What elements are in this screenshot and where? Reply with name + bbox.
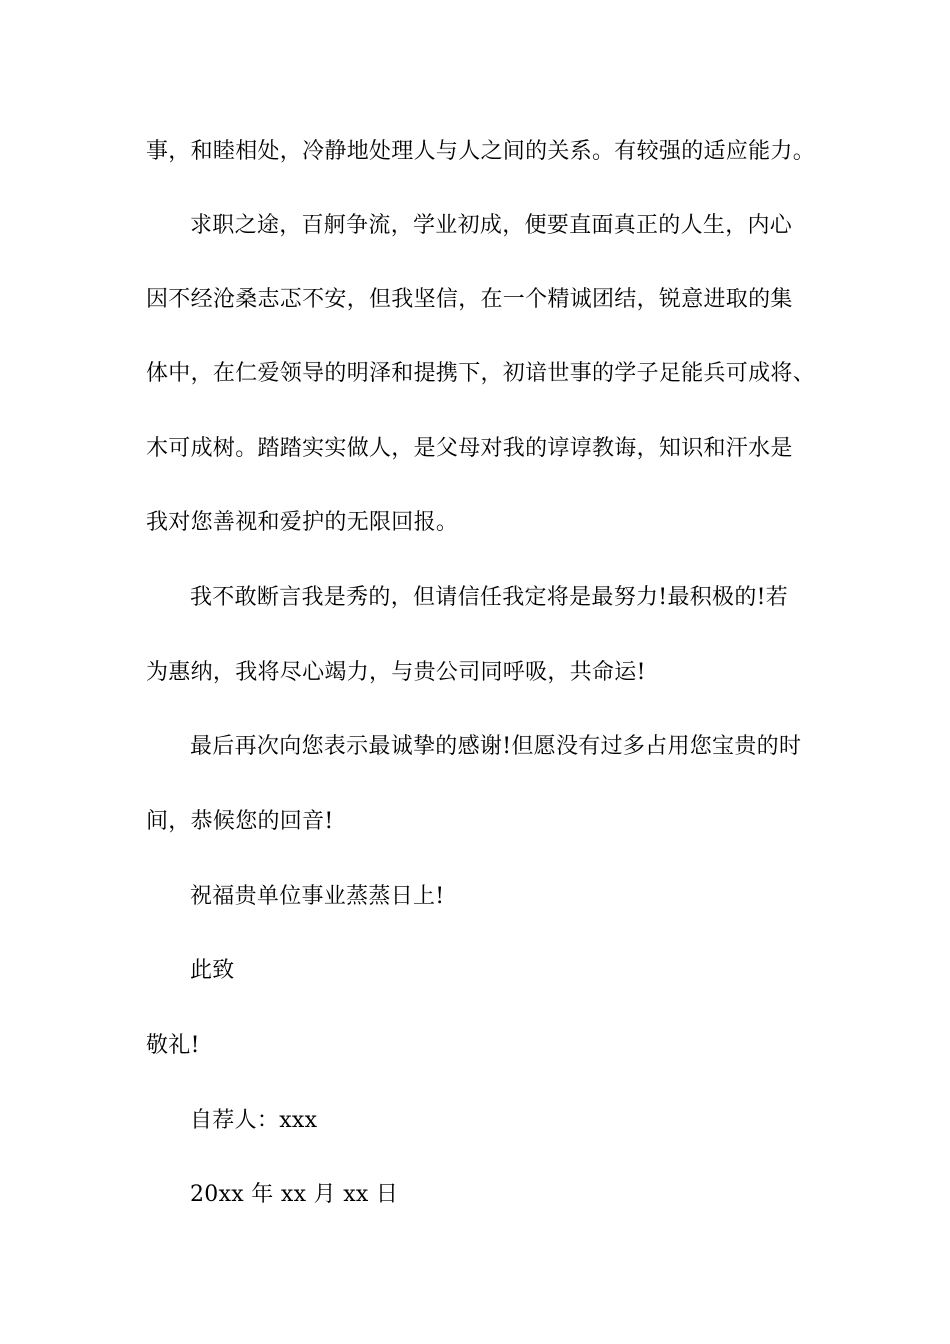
paragraph-3-line-1: 我不敢断言我是秀的，但请信任我定将是最努力!最积极的!若	[190, 585, 789, 610]
paragraph-4-line-2: 间，恭候您的回音!	[146, 809, 334, 834]
paragraph-2-line-2: 因不经沧桑志忑不安，但我坚信，在一个精诚团结，锐意进取的集	[146, 287, 793, 312]
paragraph-2-line-4: 木可成树。踏踏实实做人，是父母对我的谆谆教诲，知识和汗水是	[146, 436, 793, 461]
paragraph-3-line-2: 为惠纳，我将尽心竭力，与贵公司同呼吸，共命运!	[146, 660, 646, 685]
body-line-1: 事，和睦相处，冷静地处理人与人之间的关系。有较强的适应能力。	[146, 139, 816, 164]
paragraph-2-line-1: 求职之途，百舸争流，学业初成，便要直面真正的人生，内心	[190, 213, 793, 238]
signature-line: 自荐人：xxx	[190, 1108, 318, 1133]
blessing-line: 祝福贵单位事业蒸蒸日上!	[190, 884, 445, 909]
paragraph-4-line-1: 最后再次向您表示最诚挚的感谢!但愿没有过多占用您宝贵的时	[190, 734, 802, 759]
paragraph-2-line-5: 我对您善视和爱护的无限回报。	[146, 510, 459, 535]
paragraph-2-line-3: 体中，在仁爱领导的明泽和提携下，初谙世事的学子足能兵可成将、	[146, 361, 816, 386]
date-line: 20xx 年 xx 月 xx 日	[190, 1182, 399, 1207]
closing-regards: 敬礼!	[146, 1033, 200, 1058]
closing-salutation: 此致	[190, 958, 235, 983]
